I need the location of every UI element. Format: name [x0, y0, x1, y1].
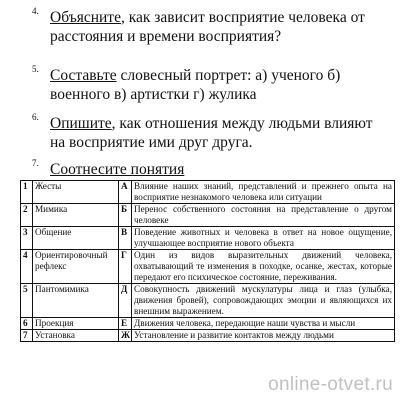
- task-number: 7.: [32, 158, 39, 168]
- definition-cell: Перенос собственного состояния на представление о другом человеке: [132, 204, 395, 227]
- term-cell: Жесты: [33, 181, 119, 204]
- table-row: [21, 204, 395, 227]
- term-cell: Установка: [33, 330, 119, 342]
- definition-letter: Е: [119, 318, 132, 330]
- task-rest: , как зависит восприятие человека от расстояния и времени восприятия?: [50, 9, 365, 45]
- definition-cell: Установление и развитие контактов между людьми: [132, 330, 395, 342]
- term-cell: Пантомимика: [33, 284, 119, 318]
- definition-letter: Д: [119, 284, 132, 318]
- task-verb: Составьте: [50, 67, 117, 84]
- task-verb: Опишите: [50, 115, 112, 132]
- term-cell: Проекция: [33, 318, 119, 330]
- task-verb: Объясните: [50, 9, 121, 26]
- task-rest: словесный портрет: а) ученого б) военного в) артистки г) жулика: [50, 67, 341, 103]
- definition-letter: Ж: [119, 330, 132, 342]
- definition-cell: Совокупность движений мускулатуры лица и глаз (улыбка, движения бровей), сопровождающих эмоции и являющихся их внешним выражением.: [132, 284, 395, 318]
- row-number: 4: [21, 250, 33, 284]
- table-row: [21, 227, 395, 250]
- definition-cell: Влияние наших знаний, представлений и прежнего опыта на восприятие незнакомого человека или ситуации: [132, 181, 395, 204]
- row-number: 3: [21, 227, 33, 250]
- term-cell: Общение: [33, 227, 119, 250]
- definition-cell: Один из видов выразительных движений человека, охватывающий те изменения в походке, осанке, жестах, которые передают его психическое состояние, переживания.: [132, 250, 395, 284]
- definition-letter: В: [119, 227, 132, 250]
- task-number: 6.: [32, 112, 39, 122]
- task-verb: Соотнесите понятия: [50, 161, 185, 178]
- definition-letter: Г: [119, 250, 132, 284]
- table-row: [21, 181, 395, 204]
- definition-cell: Движения человека, передающие наши чувства и мысли: [132, 318, 395, 330]
- definition-cell: Поведение животных и человека в ответ на новое ощущение, улучшающее восприятие нового объекта: [132, 227, 395, 250]
- row-number: 6: [21, 318, 33, 330]
- row-number: 7: [21, 330, 33, 342]
- task-rest: , как отношения между людьми влияют на восприятие ими друг друга.: [50, 115, 373, 151]
- matching-table: [20, 180, 395, 342]
- row-number: 2: [21, 204, 33, 227]
- term-cell: Мимика: [33, 204, 119, 227]
- task-number: 5.: [32, 64, 39, 74]
- row-number: 1: [21, 181, 33, 204]
- definition-letter: Б: [119, 204, 132, 227]
- table-row: [21, 284, 395, 318]
- term-cell: Ориентировочный рефлекс: [33, 250, 119, 284]
- task-text: [50, 160, 391, 179]
- row-number: 5: [21, 284, 33, 318]
- task-text: [50, 114, 391, 152]
- task-text: [50, 8, 391, 46]
- task-number: 4.: [32, 6, 39, 16]
- table-row: [21, 330, 395, 342]
- table-row: [21, 250, 395, 284]
- table-row: [21, 318, 395, 330]
- task-text: [50, 66, 391, 104]
- site-watermark: online-otvet.ru: [268, 374, 393, 395]
- definition-letter: А: [119, 181, 132, 204]
